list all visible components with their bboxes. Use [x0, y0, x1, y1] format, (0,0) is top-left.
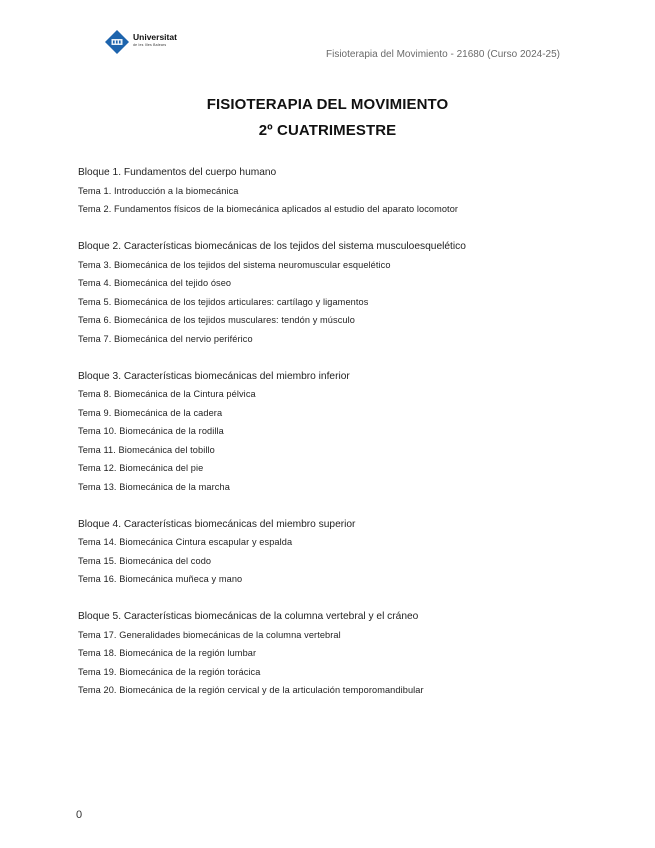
tema-item: Tema 2. Fundamentos físicos de la biomecánica aplicados al estudio del aparato locomotor	[78, 204, 459, 214]
tema-item: Tema 4. Biomecánica del tejido óseo	[78, 278, 232, 288]
logo-subtitle: de les Illes Balears	[133, 43, 167, 47]
bloque-3	[78, 369, 598, 499]
logo-name: Universitat	[133, 32, 177, 42]
tema-item: Tema 19. Biomecánica de la región torácica	[78, 666, 261, 677]
running-header: Fisioterapia del Movimiento - 21680 (Curso 2024-25)	[325, 49, 560, 60]
bloque-title: Bloque 3. Características biomecánicas del miembro inferior	[78, 370, 350, 382]
university-logo	[104, 29, 194, 55]
tema-item: Tema 13. Biomecánica de la marcha	[78, 481, 230, 492]
tema-item: Tema 12. Biomecánica del pie	[78, 463, 204, 473]
tema-item: Tema 3. Biomecánica de los tejidos del sistema neuromuscular esquelético	[78, 259, 391, 270]
tema-item: Tema 6. Biomecánica de los tejidos musculares: tendón y músculo	[78, 315, 355, 325]
uib-logo-icon	[104, 29, 130, 55]
tema-item: Tema 18. Biomecánica de la región lumbar	[78, 648, 257, 658]
tema-item: Tema 17. Generalidades biomecánicas de la columna vertebral	[78, 629, 341, 640]
tema-item: Tema 14. Biomecánica Cintura escapular y espalda	[78, 537, 293, 547]
tema-item: Tema 8. Biomecánica de la Cintura pélvica	[78, 389, 256, 399]
bloque-title: Bloque 2. Características biomecánicas de los tejidos del sistema musculoesquelético	[78, 241, 466, 252]
tema-item: Tema 1. Introducción a la biomecánica	[78, 185, 239, 196]
tema-item: Tema 20. Biomecánica de la región cervical y de la articulación temporomandibular	[78, 685, 424, 695]
tema-item: Tema 10. Biomecánica de la rodilla	[78, 426, 224, 436]
bloque-title: Bloque 1. Fundamentos del cuerpo humano	[78, 167, 277, 178]
document-subtitle: 2º CUATRIMESTRE	[258, 122, 397, 139]
bloque-1	[78, 165, 598, 221]
bloque-title: Bloque 4. Características biomecánicas del miembro superior	[78, 518, 356, 530]
tema-item: Tema 5. Biomecánica de los tejidos articulares: cartílago y ligamentos	[78, 296, 369, 307]
bloque-2	[78, 239, 598, 350]
bloque-title: Bloque 5. Características biomecánicas de la columna vertebral y el cráneo	[78, 611, 419, 622]
syllabus-content	[78, 165, 598, 720]
bloque-5	[78, 609, 598, 702]
tema-item: Tema 9. Biomecánica de la cadera	[78, 407, 223, 418]
page-number: 0	[76, 809, 83, 821]
tema-item: Tema 16. Biomecánica muñeca y mano	[78, 574, 243, 584]
document-title: FISIOTERAPIA DEL MOVIMIENTO	[206, 96, 449, 113]
tema-item: Tema 7. Biomecánica del nervio periférico	[78, 333, 253, 344]
tema-item: Tema 11. Biomecánica del tobillo	[78, 444, 215, 455]
bloque-4	[78, 517, 598, 591]
tema-item: Tema 15. Biomecánica del codo	[78, 555, 212, 566]
